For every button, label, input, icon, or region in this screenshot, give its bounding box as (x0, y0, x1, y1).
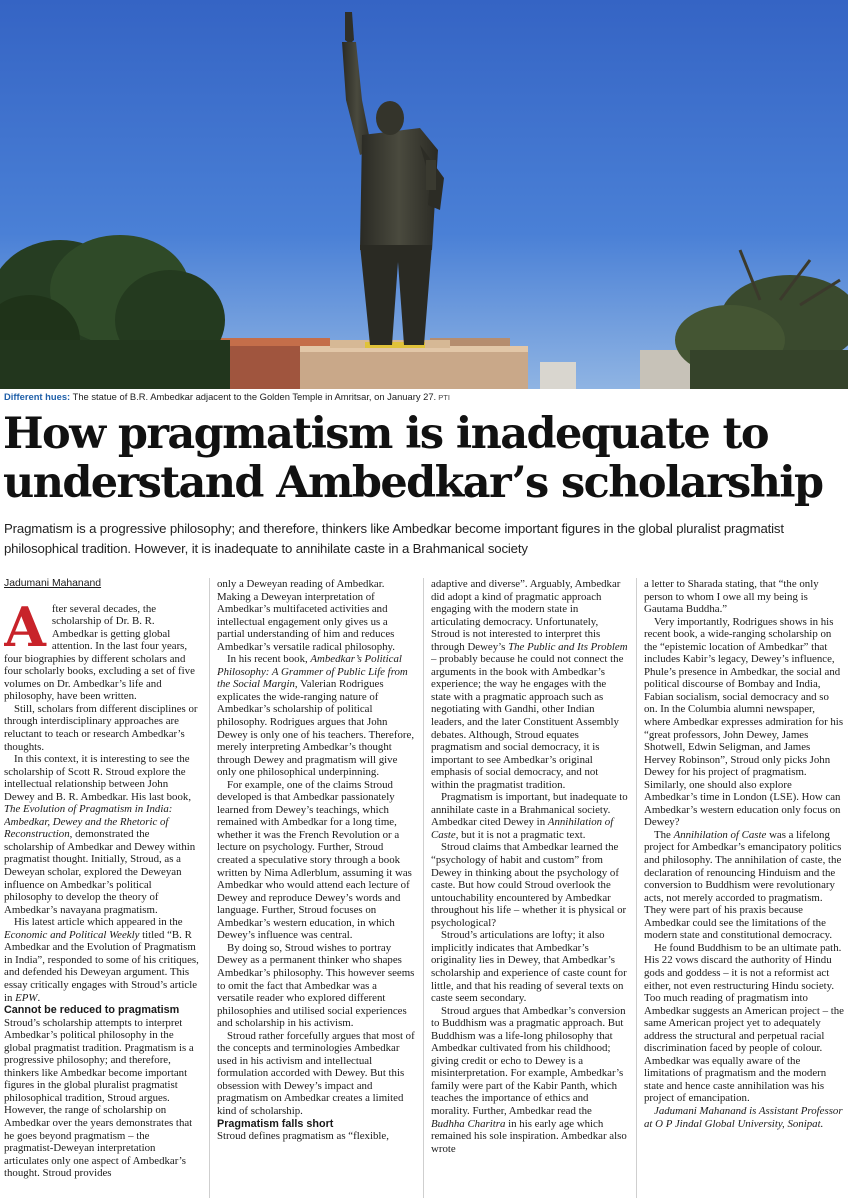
paragraph-text: fter several decades, the scholarship of Dr. B. R. Ambedkar is getting global attention. In the last four years, four biographies by different scholars and four scholarly books, excluding a set of five volumes on Dr. Ambedkar’s life and philosophy, have been written. (4, 602, 195, 703)
column-divider (423, 578, 424, 1198)
paragraph-text: , Valerian Rodrigues explicates the wide-ranging nature of Ambedkar’s scholarship of political philosophy. Rodrigues argues that John Dewey is only one of his teachers. Therefore, merely interpreting Ambedkar’s thought through Dewey and pragmatism will give only one philosophical underpinning. (217, 678, 415, 779)
paragraph: Stroud claims that Ambedkar learned the “psychology of habit and custom” from Dewey in thinking about the psychology of caste. But how could Stroud overlook the untouchability encountered by Ambedkar throughout his life – whether it is physical or psychological? (431, 841, 627, 929)
paragraph-text: His latest article which appeared in the (14, 916, 183, 929)
paragraph: He found Buddhism to be an ultimate path. His 22 vows discard the authority of Hindu gods and goddess – it is not a reformist act either, not even restructuring Hindu society. Too much reading of pragmatism into Ambedkar suggests an American project – the same American project yet to adequately address the structural and perpetual racial discrimination faced by people of colour. Ambedkar was equally aware of the limitations of pragmatism and the modern state and hence caste annihilation was his project of emancipation. (644, 941, 844, 1105)
paragraph-text: adaptive and diverse”. Arguably, Ambedkar did adopt a kind of pragmatic approach engaging with the modern state in articulating democracy. Unfortunately, Stroud is not interested to interpret this through Dewey’s (431, 578, 621, 653)
byline (4, 578, 200, 591)
paragraph-text: , demonstrated the scholarship of Ambedkar and Dewey within pragmatist thought. Initially, Stroud, as a Deweyan scholar, explored the Deweyan influence on Ambedkar’s political philosophy to develop the theory of Ambedkar’s navayana pragmatism. (4, 828, 196, 916)
paragraph-text: In this context, it is interesting to see the scholarship of Scott R. Stroud explore the intellectual relationship between John Dewey and B. R. Ambedkar. His last book, (4, 753, 192, 803)
book-title: Annihilation of Caste (673, 828, 767, 841)
paragraph (431, 578, 628, 791)
drop-cap: A (4, 594, 46, 659)
headline (3, 410, 845, 508)
caption-credit: PTI (436, 393, 450, 402)
column-divider (636, 578, 637, 1198)
journal-abbrev: EPW (15, 991, 38, 1004)
headline-line-1: How pragmatism is inadequate to (3, 409, 768, 459)
paragraph-text: titled “B. R Ambedkar and the Evolution of Pragmatism in India”, responded to some of his critiques, and defended his Deweyan argument. This essay critically engages with Stroud’s article in (4, 928, 199, 1004)
paragraph: a letter to Sharada stating, that “the only person to whom I owe all my being is Gautama Buddha.” (644, 578, 819, 616)
paragraph: Stroud’s articulations are lofty; it also implicitly indicates that Ambedkar’s originality lies in Dewey, that Ambedkar’s scholarship and experience of caste count for little, and that his reading of several texts on caste seem secondary. (431, 929, 627, 1005)
paragraph: only a Deweyan reading of Ambedkar. Making a Deweyan interpretation of Ambedkar’s multifaceted activities and intellectual engagement only gives us a partial understanding of him and reduces Ambedkar’s versatile radical philosophy. (217, 578, 395, 653)
paragraph-text: – probably because he could not connect the arguments in the book with Ambedkar’s experience; the way he engages with the state with a pragmatic approach such as negotiating with Gandhi, other Indian leaders, and the later Constituent Assembly debates. Although, Stroud equates pragmatism and social democracy, it is important to see Ambedkar’s original emphasis of social democracy, and not within the pragmatist tradition. (431, 653, 624, 791)
statue-pedestal (300, 340, 528, 389)
photo-caption (4, 391, 844, 402)
paragraph (4, 916, 200, 1004)
article-column-3 (431, 578, 628, 1200)
paragraph-text: Stroud argues that Ambedkar’s conversion to Buddhism was a pragmatic approach. But Buddhism was a life-long philosophy that Ambedkar cultivated from his childhood; giving credit or echo to Dewey is a misinterpretation. For example, Ambedkar’s family were part of the Kabir Panth, which teaches the importance of ethics and morality. Further, Ambedkar read the (431, 1004, 626, 1117)
book-title: The Evolution of Pragmatism in India: Ambedkar, Dewey and the Rhetoric of Reconstruction (4, 803, 173, 841)
paragraph (644, 829, 844, 942)
building (540, 362, 576, 389)
paragraph: For example, one of the claims Stroud developed is that Ambedkar passionately learned from Dewey’s teachings, which remained with Ambedkar for a long time, whether it was the French Revolution or a lecture on psychology. Further, Stroud created a speculative story through a book written by Nima Adlerblum, assuming it was Ambedkar who would attend each lecture of Dewey and reproduce Dewey’s words and language. Further, Stroud focuses on Ambedkar’s western education, in which Dewey’s influence was central. (217, 778, 412, 942)
caption-lead: Different hues: (4, 391, 71, 402)
paragraph: Stroud defines pragmatism as “flexible, (217, 1130, 389, 1143)
paragraph: Stroud rather forcefully argues that most of the concepts and terminologies Ambedkar used in his activism and intellectual formulation accorded with Dewey. But this obsession with Dewey’s impact and pragmatism on Ambedkar creates a limited kind of scholarship. (217, 1029, 415, 1117)
caption-text: The statue of B.R. Ambedkar adjacent to the Golden Temple in Amritsar, on January 27. (70, 391, 437, 402)
paragraph-text: Pragmatism is important, but inadequate to annihilate caste in a Brahmanical society. Ambedkar cited Dewey in (431, 791, 628, 829)
book-title: Budhha Charitra (431, 1117, 506, 1130)
hero-photo (0, 0, 848, 389)
paragraph-text: in his early age which remained his sole inspiration. Ambedkar also wrote (431, 1117, 627, 1155)
book-title: Ambedkar’s Political Philosophy: A Grammer of Public Life from the Social Margin (217, 653, 408, 691)
book-title: Annihilation of Caste (431, 816, 614, 841)
author-name[interactable]: Jadumani Mahanand (4, 578, 102, 589)
paragraph (4, 594, 200, 703)
paragraph (4, 753, 200, 916)
paragraph-text: was a lifelong project for Ambedkar’s emancipatory politics and philosophy. The annihilation of caste, the declaration of renouncing Hinduism and the conversion to Buddhism were revolutionary acts, not merely accorded to pragmatism. They were part of his praxis because Ambedkar could see the limitations of the modern state and constitutional democracy. (644, 828, 842, 942)
article-column-2 (217, 578, 415, 1200)
standfirst: Pragmatism is a progressive philosophy; and therefore, thinkers like Ambedkar become important figures in the global pluralist pragmatist philosophical tradition. However, it is inadequate to annihilate caste in a Brahmanical society (4, 521, 784, 556)
paragraph-text: , but it is not a pragmatic text. (455, 828, 586, 841)
column-divider (209, 578, 210, 1198)
paragraph (431, 791, 628, 841)
paragraph: By doing so, Stroud wishes to portray Dewey as a permanent thinker who shapes Ambedkar’s philosophy. This however seems to omit the fact that Ambedkar was a versatile reader who explored different philosophies and utilised social experiences and scholarship in his activism. (217, 941, 415, 1030)
paragraph (217, 653, 415, 778)
paragraph (431, 1005, 628, 1156)
paragraph: Very importantly, Rodrigues shows in his recent book, a wide-ranging scholarship on the “epistemic location of Ambedkar” that includes Kabir’s legacy, Dewey’s influence, Phule’s presence in Ambedkar, the social and political discourse of Bombay and India, Fabian socialism, social democracy and so on. In the Columbia alumni newspaper, where Ambedkar expresses admiration for his “great professors, John Dewey, James Shotwell, Edwin Seligman, and James Hervey Robinson”, Stroud only picks John Dewey for his project of pragmatism. Similarly, one should also explore Ambedkar’s time in London (LSE). How can Ambedkar’s western education only focus on Dewey? (644, 615, 844, 829)
author-bio: Jadumani Mahanand is Assistant Professor at O P Jindal Global University, Sonipat. (644, 1104, 843, 1130)
paragraph-text: . (37, 991, 41, 1004)
paragraph-text: The (654, 828, 674, 841)
subheading: Pragmatism falls short (217, 1117, 334, 1130)
paragraph: Still, scholars from different disciplines or through interdisciplinary approaches are reluctant to teach or research Ambedkar’s thoughts. (4, 702, 198, 753)
paragraph-text: In his recent book, (227, 653, 311, 666)
journal-title: Economic and Political Weekly (4, 928, 140, 941)
subheading: Cannot be reduced to pragmatism (4, 1004, 180, 1017)
paragraph: Stroud’s scholarship attempts to interpret Ambedkar’s political philosophy in the global pragmatist tradition. Pragmatism is a progressive philosophy; and therefore, thinkers like Ambedkar become important figures in the global pluralist pragmatist philosophical tradition, Stroud argues. However, the range of scholarship on Ambedkar over the years demonstrates that he goes beyond pragmatism – the pragmatist-Deweyan interpretation articulates only one aspect of Ambedkar’s thought. Stroud provides (4, 1016, 194, 1180)
headline-line-2: understand Ambedkar’s scholarship (3, 458, 823, 508)
article-column-4 (644, 578, 844, 1200)
article-column-1 (4, 578, 200, 1200)
ambedkar-statue-photo (0, 0, 848, 389)
book-title: The Public and Its Problem (508, 640, 628, 653)
